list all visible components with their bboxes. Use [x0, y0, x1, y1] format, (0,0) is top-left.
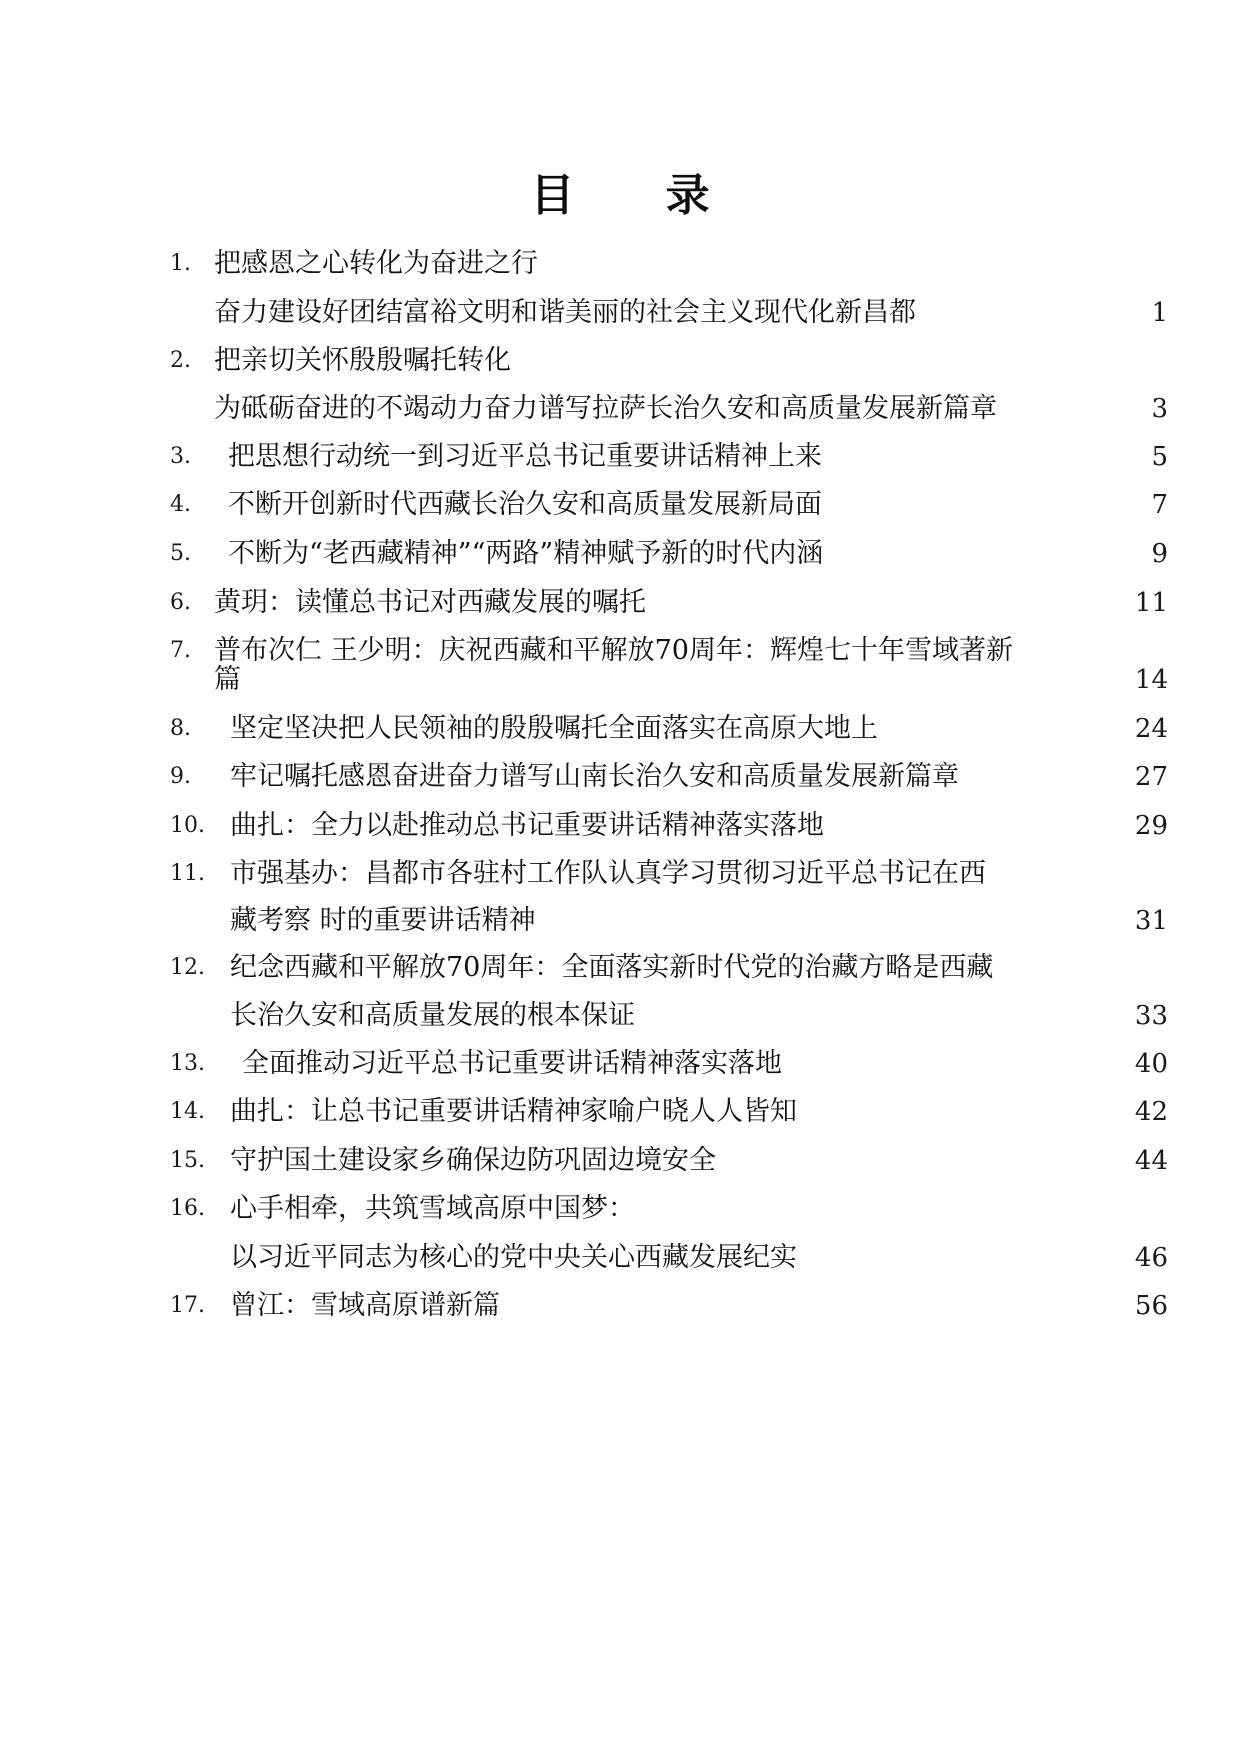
toc-page-number: 29 — [1134, 811, 1168, 841]
toc-entry-number: 7. — [170, 638, 191, 663]
toc-entry-title: 坚定坚决把人民领袖的殷殷嘱托全面落实在高原大地上 — [230, 713, 878, 744]
toc-entry-number: 11. — [170, 861, 205, 886]
toc-entry-11-continuation[interactable] — [0, 901, 1240, 941]
toc-entry-17[interactable] — [0, 1286, 1240, 1326]
toc-page-number: 33 — [1134, 1001, 1168, 1031]
toc-page-number: 9 — [1151, 539, 1168, 569]
toc-entry-number: 5. — [170, 541, 191, 566]
toc-entry-subtitle: 以习近平同志为核心的党中央关心西藏发展纪实 — [230, 1242, 797, 1273]
toc-entry-number: 17. — [170, 1293, 205, 1318]
toc-entry-title: 曲扎：全力以赴推动总书记重要讲话精神落实落地 — [230, 810, 824, 841]
toc-page-number: 7 — [1151, 490, 1168, 520]
toc-page-number: 11 — [1134, 588, 1168, 618]
toc-page-number: 56 — [1134, 1291, 1168, 1321]
toc-page-number: 40 — [1134, 1049, 1168, 1079]
toc-entry-number: 13. — [170, 1051, 205, 1076]
toc-entry-15[interactable] — [0, 1141, 1240, 1181]
toc-page-number: 42 — [1134, 1097, 1168, 1127]
toc-entry-title: 普布次仁 王少明：庆祝西藏和平解放70周年：辉煌七十年雪域著新 — [214, 635, 1013, 666]
toc-entry-2-continuation[interactable] — [0, 389, 1240, 429]
toc-entry-title: 守护国土建设家乡确保边防巩固边境安全 — [230, 1145, 716, 1176]
toc-entry-title: 黄玥：读懂总书记对西藏发展的嘱托 — [214, 587, 646, 618]
toc-entry-title: 曲扎：让总书记重要讲话精神家喻户晓人人皆知 — [230, 1096, 797, 1127]
toc-page-number: 3 — [1151, 394, 1168, 424]
toc-entry-number: 9. — [170, 764, 191, 789]
toc-entry-number: 3. — [170, 444, 191, 469]
toc-entry-1[interactable] — [0, 244, 1240, 284]
toc-entry-9[interactable] — [0, 757, 1240, 797]
toc-entry-number: 16. — [170, 1196, 205, 1221]
toc-entry-7-continuation[interactable] — [0, 660, 1240, 700]
toc-entry-12-continuation[interactable] — [0, 996, 1240, 1036]
toc-entry-13[interactable] — [0, 1044, 1240, 1084]
toc-entry-number: 1. — [170, 251, 191, 276]
toc-entry-title: 市强基办：昌都市各驻村工作队认真学习贯彻习近平总书记在西 — [230, 858, 986, 889]
toc-entry-3[interactable] — [0, 437, 1240, 477]
toc-entry-8[interactable] — [0, 709, 1240, 749]
toc-entry-subtitle: 篇 — [214, 664, 241, 695]
toc-page-number: 14 — [1134, 665, 1168, 695]
toc-entry-subtitle: 为砥砺奋进的不竭动力奋力谱写拉萨长治久安和高质量发展新篇章 — [214, 393, 997, 424]
toc-entry-number: 6. — [170, 590, 191, 615]
toc-entry-5[interactable] — [0, 534, 1240, 574]
toc-entry-subtitle: 藏考察 时的重要讲话精神 — [230, 905, 536, 936]
toc-entry-title: 不断为“老西藏精神”“两路”精神赋予新的时代内涵 — [228, 538, 824, 569]
toc-entry-title: 把感恩之心转化为奋进之行 — [214, 248, 538, 279]
toc-entry-number: 12. — [170, 955, 205, 980]
toc-entry-14[interactable] — [0, 1092, 1240, 1132]
toc-entry-number: 15. — [170, 1148, 205, 1173]
toc-entry-10[interactable] — [0, 806, 1240, 846]
toc-entry-2[interactable] — [0, 341, 1240, 381]
toc-page-number: 24 — [1134, 714, 1168, 744]
toc-entry-11[interactable] — [0, 854, 1240, 894]
toc-entry-1-continuation[interactable] — [0, 293, 1240, 333]
toc-page-number: 1 — [1151, 298, 1168, 328]
toc-entry-title: 把亲切关怀殷殷嘱托转化 — [214, 345, 511, 376]
toc-entry-title: 心手相牵，共筑雪域高原中国梦： — [230, 1193, 635, 1224]
toc-entry-number: 10. — [170, 813, 205, 838]
toc-entry-title: 不断开创新时代西藏长治久安和高质量发展新局面 — [228, 489, 822, 520]
toc-entry-title: 纪念西藏和平解放70周年：全面落实新时代党的治藏方略是西藏 — [230, 952, 994, 983]
toc-entry-6[interactable] — [0, 583, 1240, 623]
toc-entry-title: 曾江：雪域高原谱新篇 — [230, 1290, 500, 1321]
toc-entry-4[interactable] — [0, 485, 1240, 525]
toc-entry-subtitle: 奋力建设好团结富裕文明和谐美丽的社会主义现代化新昌都 — [214, 297, 916, 328]
toc-page-number: 31 — [1134, 906, 1168, 936]
toc-page-number: 46 — [1134, 1243, 1168, 1273]
toc-entry-number: 4. — [170, 492, 191, 517]
toc-page-number: 5 — [1151, 442, 1168, 472]
toc-entry-12[interactable] — [0, 948, 1240, 988]
toc-entry-title: 全面推动习近平总书记重要讲话精神落实落地 — [242, 1048, 782, 1079]
toc-entry-number: 14. — [170, 1099, 205, 1124]
toc-entry-title: 把思想行动统一到习近平总书记重要讲话精神上来 — [228, 441, 822, 472]
toc-entry-subtitle: 长治久安和高质量发展的根本保证 — [230, 1000, 635, 1031]
toc-page-number: 44 — [1134, 1146, 1168, 1176]
toc-entry-title: 牢记嘱托感恩奋进奋力谱写山南长治久安和高质量发展新篇章 — [230, 761, 959, 792]
toc-page-number: 27 — [1134, 762, 1168, 792]
toc-entry-16-continuation[interactable] — [0, 1238, 1240, 1278]
toc-entry-number: 2. — [170, 348, 191, 373]
toc-entry-16[interactable] — [0, 1189, 1240, 1229]
toc-entry-number: 8. — [170, 716, 191, 741]
toc-title: 目 录 — [530, 170, 748, 221]
